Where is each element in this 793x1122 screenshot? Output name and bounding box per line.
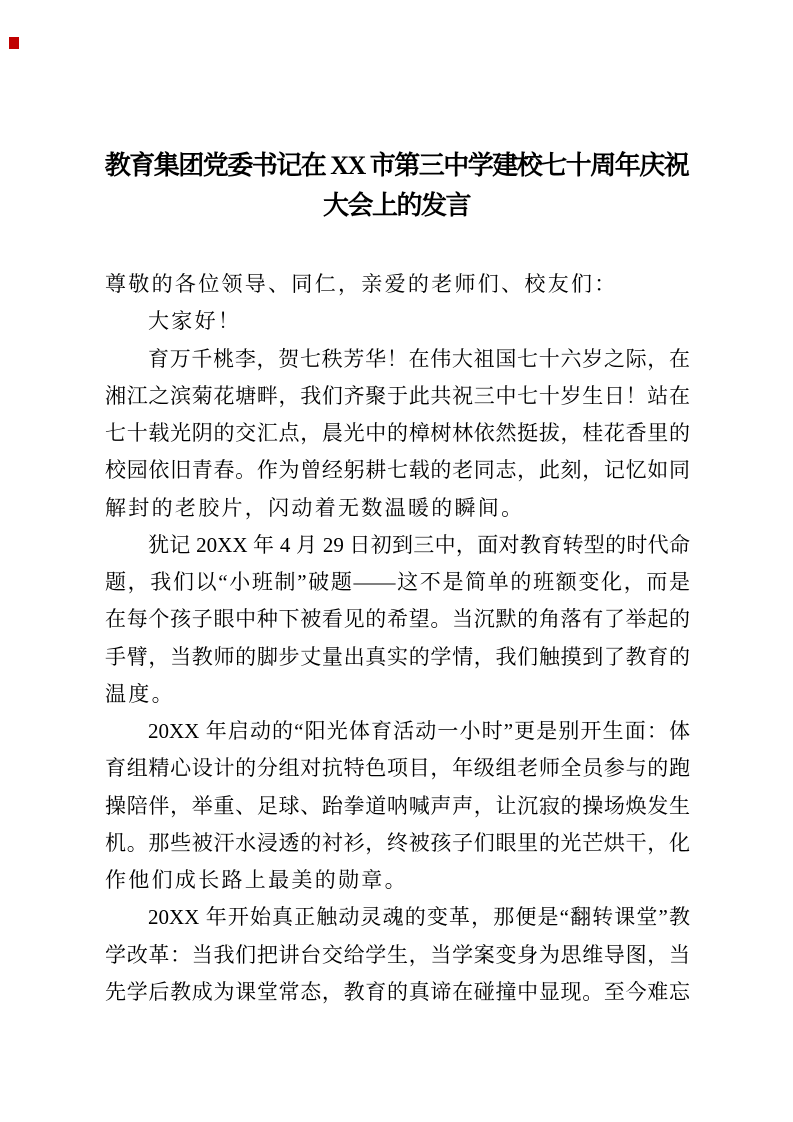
document-title-line-1: 教育集团党委书记在 XX 市第三中学建校七十周年庆祝 xyxy=(104,151,689,180)
body-line: 育万千桃李，贺七秩芳华！在伟大祖国七十六岁之际，在 xyxy=(148,346,690,371)
body-line: 20XX 年开始真正触动灵魂的变革，那便是“翻转课堂”教 xyxy=(148,905,690,930)
body-line: 题，我们以“小班制”破题——这不是简单的班额变化，而是 xyxy=(105,570,690,594)
body-line: 犹记 20XX 年 4 月 29 日初到三中，面对教育转型的时代命 xyxy=(148,532,690,557)
body-line: 解封的老胶片，闪动着无数温暖的瞬间。 xyxy=(105,495,525,520)
body-line: 操陪伴，举重、足球、跆拳道呐喊声声，让沉寂的操场焕发生 xyxy=(105,793,690,818)
document-body xyxy=(105,266,690,1011)
body-line: 在每个孩子眼中种下被看见的希望。当沉默的角落有了举起的 xyxy=(105,607,690,632)
body-line: 手臂，当教师的脚步丈量出真实的学情，我们触摸到了教育的 xyxy=(105,644,690,669)
body-line: 温度。 xyxy=(105,681,175,706)
body-line: 学改革：当我们把讲台交给学生，当学案变身为思维导图，当 xyxy=(105,942,690,967)
body-line: 先学后教成为课堂常态，教育的真谛在碰撞中显现。至今难忘 xyxy=(105,979,690,1004)
document-title-line-2: 大会上的发言 xyxy=(322,191,470,220)
corner-mark xyxy=(9,37,19,49)
body-line: 尊敬的各位领导、同仁，亲爱的老师们、校友们： xyxy=(105,272,618,296)
body-line: 校园依旧青春。作为曾经躬耕七载的老同志，此刻，记忆如同 xyxy=(105,458,690,483)
body-line: 作他们成长路上最美的勋章。 xyxy=(105,868,408,892)
document-title xyxy=(104,146,689,226)
body-line: 湘江之滨菊花塘畔，我们齐聚于此共祝三中七十岁生日！站在 xyxy=(105,383,690,408)
body-line: 20XX 年启动的“阳光体育活动一小时”更是别开生面：体 xyxy=(148,719,690,743)
body-line: 大家好！ xyxy=(148,309,242,334)
body-line: 育组精心设计的分组对抗特色项目，年级组老师全员参与的跑 xyxy=(105,756,690,781)
body-line: 机。那些被汗水浸透的衬衫，终被孩子们眼里的光芒烘干，化 xyxy=(105,830,690,855)
body-line: 七十载光阴的交汇点，晨光中的樟树林依然挺拔，桂花香里的 xyxy=(105,421,690,445)
